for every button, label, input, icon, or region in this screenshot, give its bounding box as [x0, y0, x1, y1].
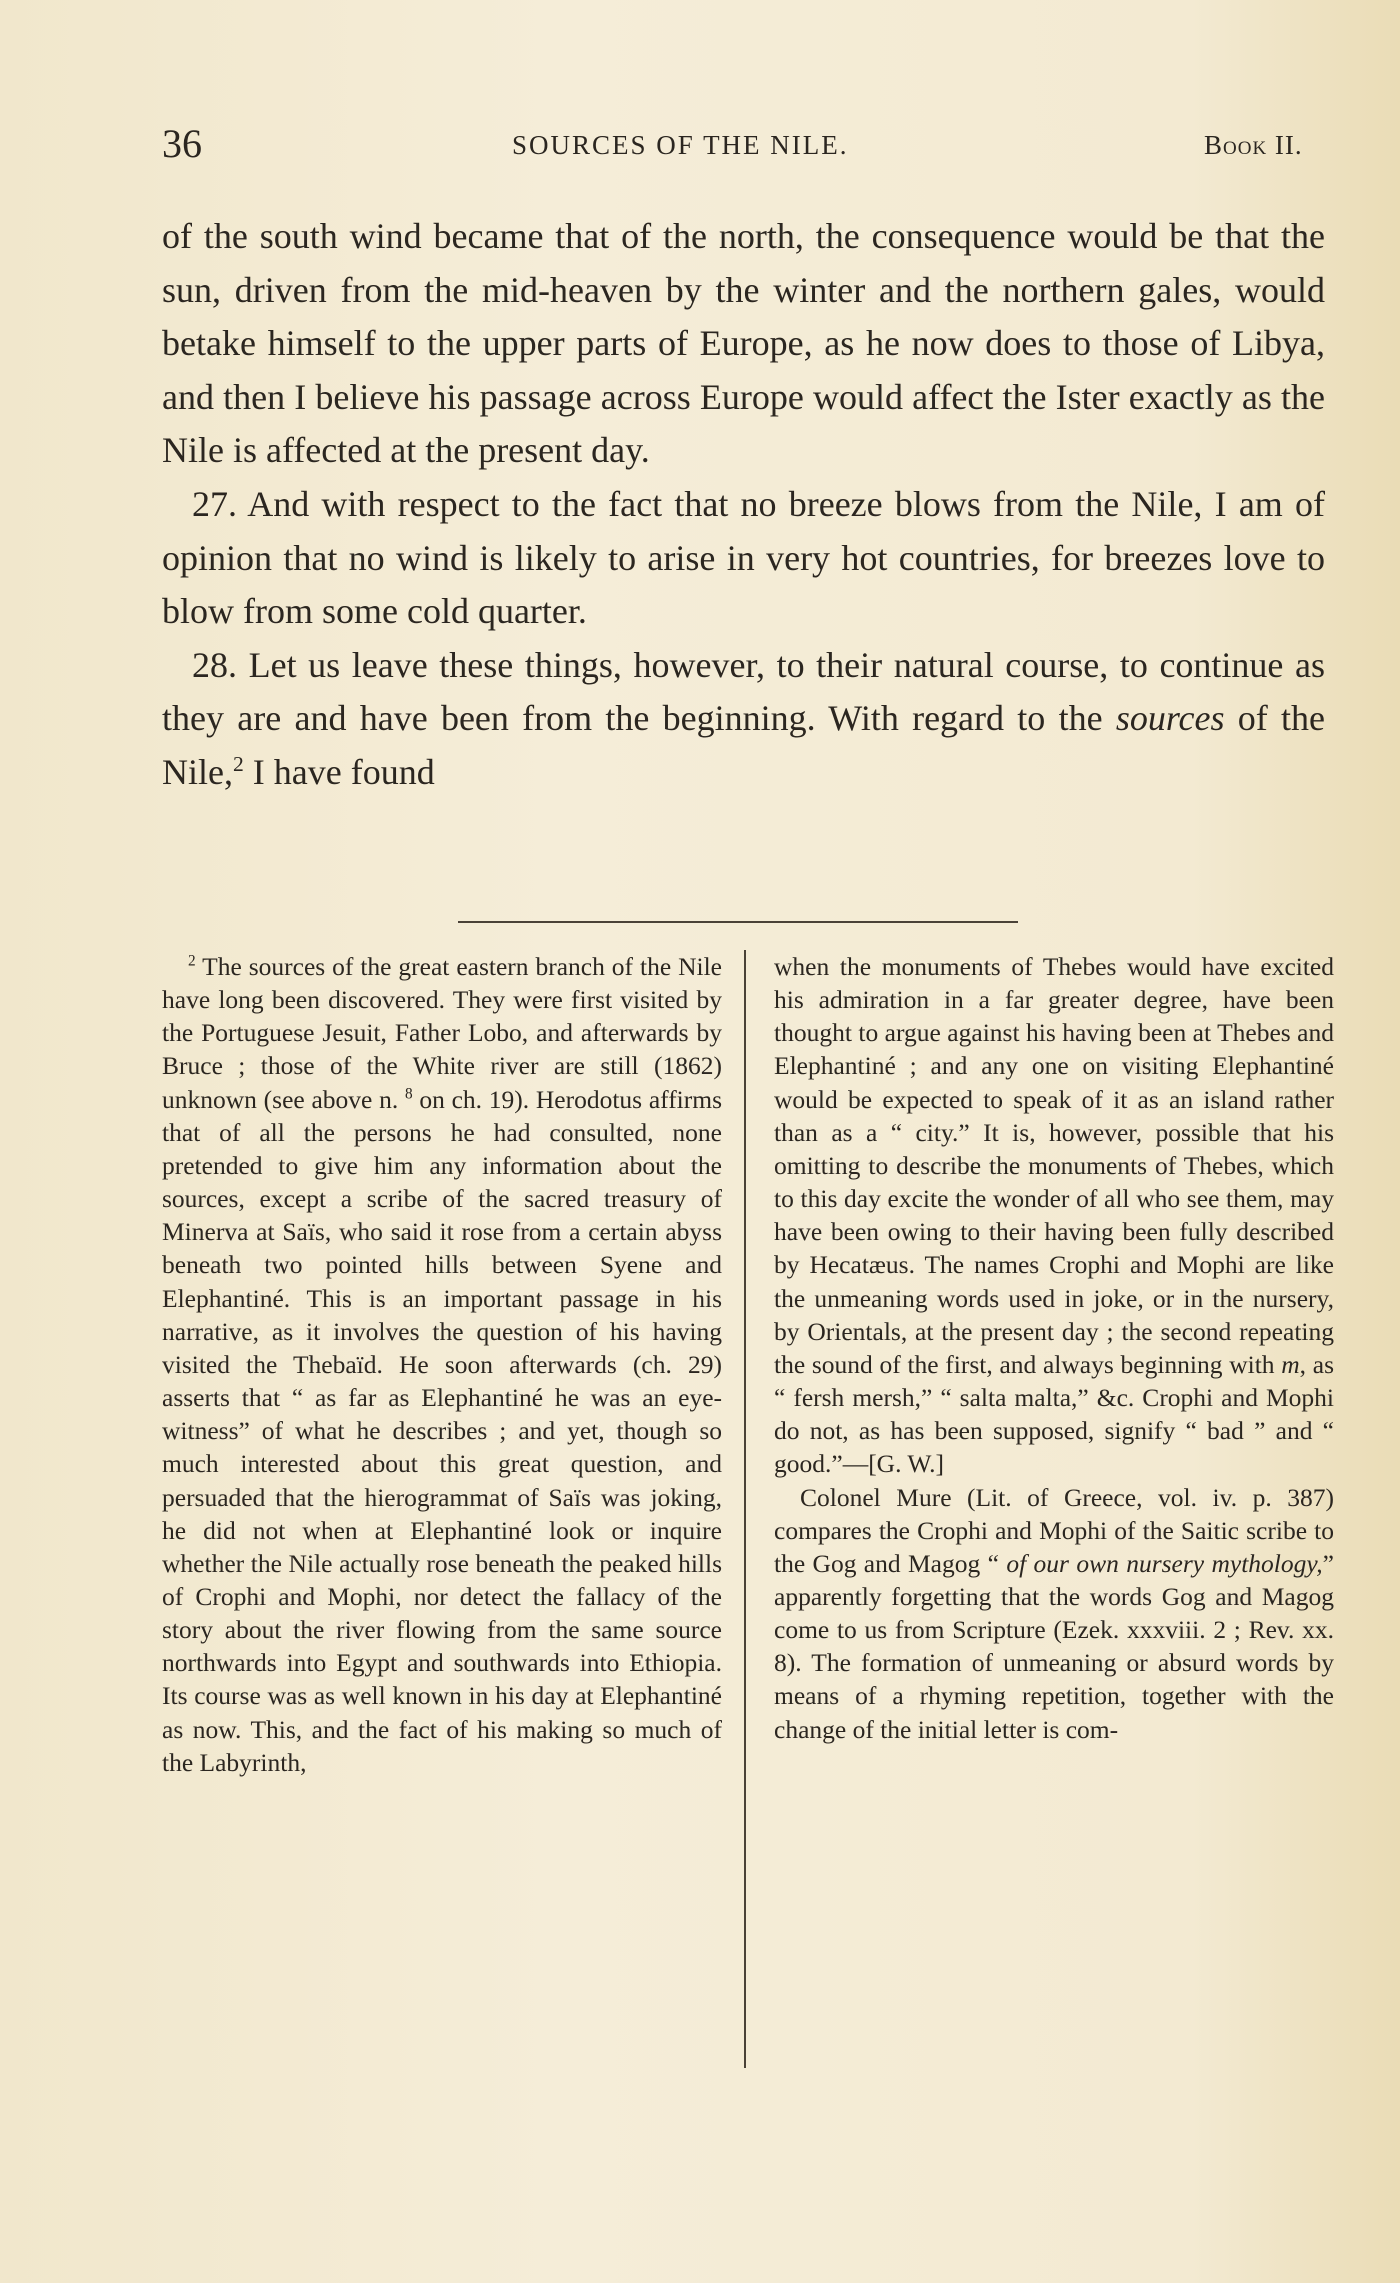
- book-label: Book II.: [1204, 130, 1303, 160]
- paragraph-28-text-1: 28. Let us leave these things, however, to their natural course, to continue as they are and have been from the beginning. With regard to the: [162, 644, 1325, 739]
- footnote-2-text: [162, 950, 722, 1779]
- footnote-marker-2: 2: [188, 952, 196, 970]
- footnote-2-part-2: on ch. 19). Herodotus affirms that of all the persons he had consulted, none pretended to give him any information about the sources, except a scribe of the sacred treasury of Minerva at Saïs, who said it rose from a certain abyss beneath two pointed hills between Syene and Elephantiné. This is an important passage in his narrative, as it involves the question of his having visited the Thebaïd. He soon afterwards (ch. 29) asserts that “ as far as Elephantiné he was an eye-witness” of what he describes ; and yet, though so much interested about this great question, and persuaded that the hierogrammat of Saïs was joking, he did not when at Elephantiné look or inquire whether the Nile actually rose beneath the peaked hills of Crophi and Mophi, nor detect the fallacy of the story about the river flowing from the same source northwards into Egypt and southwards into Ethiopia. Its course was as well known in his day at Elephantiné as now. This, and the fact of his making so much of the Labyrinth,: [162, 1084, 723, 1777]
- footnote-right-p2-part-1: Colonel Mure (Lit. of Greece, vol. iv. p. 387) compares the Crophi and Mophi of the Saitic scribe to the Gog and Magog “: [774, 1482, 1334, 1578]
- footnote-right-p1-emphasis: m: [1281, 1349, 1300, 1379]
- main-text: [162, 210, 1325, 800]
- paragraph-28: [162, 639, 1325, 800]
- footnote-right-p2-part-2: ” apparently forgetting that the words Gog and Magog come to us from Scripture (Ezek. xxxviii. 2 ; Rev. xx. 8). The formation of unmeaning or absurd words by means of a rhyming repetition, together with the change of the initial letter is com-: [774, 1548, 1334, 1744]
- running-title: SOURCES OF THE NILE.: [512, 130, 849, 160]
- footnotes: [162, 950, 1332, 2095]
- footnote-2-part-1: The sources of the great eastern branch of the Nile have long been discovered. They were first visited by the Portuguese Jesuit, Father Lobo, and afterwards by Bruce ; those of the White river are still (1862) unknown (see above n.: [162, 952, 722, 1114]
- running-head: [162, 121, 1374, 174]
- footnote-mure-paragraph: [774, 1481, 1334, 1746]
- footnote-column-right: [774, 950, 1334, 1746]
- page-number: 36: [162, 121, 202, 166]
- footnote-right-p2-emphasis: of our own nursery mythology,: [1006, 1548, 1323, 1578]
- footnote-column-left: [162, 950, 722, 1779]
- footnote-rule: [458, 921, 1018, 923]
- footnote-right-p1-part-2: , as “ fersh mersh,” “ salta malta,” &c. Crophi and Mophi do not, as has been supposed, signify “ bad ” and “ good.”—[G. W.]: [774, 1349, 1334, 1479]
- footnote-reference-2[interactable]: 2: [232, 751, 244, 776]
- footnote-right-p1-part-1: when the monuments of Thebes would have excited his admiration in a far greater degree, have been thought to argue against his having been at Thebes and Elephantiné ; and any one on visiting Elephantiné would be expected to speak of it as an island rather than as a “ city.” It is, however, possible that his omitting to describe the monuments of Thebes, which to this day excite the wonder of all who see them, may have been owing to their having been fully described by Hecatæus. The names Crophi and Mophi are like the unmeaning words used in joke, or in the nursery, by Orientals, at the present day ; the second repeating the sound of the first, and always beginning with: [774, 952, 1334, 1379]
- paragraph-28-text-3: I have found: [243, 751, 435, 792]
- paragraph-continued: of the south wind became that of the north, the consequence would be that the sun, driven from the mid-heaven by the winter and the northern gales, would betake himself to the upper parts of Europe, as he now does to those of Libya, and then I believe his passage across Europe would affect the Ister exactly as the Nile is affected at the present day.: [162, 216, 1325, 471]
- footnote-2-continued: [774, 950, 1334, 1481]
- paragraph-27: 27. And with respect to the fact that no breeze blows from the Nile, I am of opinion that no wind is likely to arise in very hot countries, for breezes love to blow from some cold quarter.: [162, 483, 1325, 632]
- paragraph-28-text-2: of the Nile,: [162, 698, 1325, 792]
- paragraph-28-emphasis: sources: [1115, 698, 1225, 739]
- footnote-cross-reference[interactable]: 8: [404, 1085, 413, 1103]
- footnote-column-rule: [744, 950, 746, 2068]
